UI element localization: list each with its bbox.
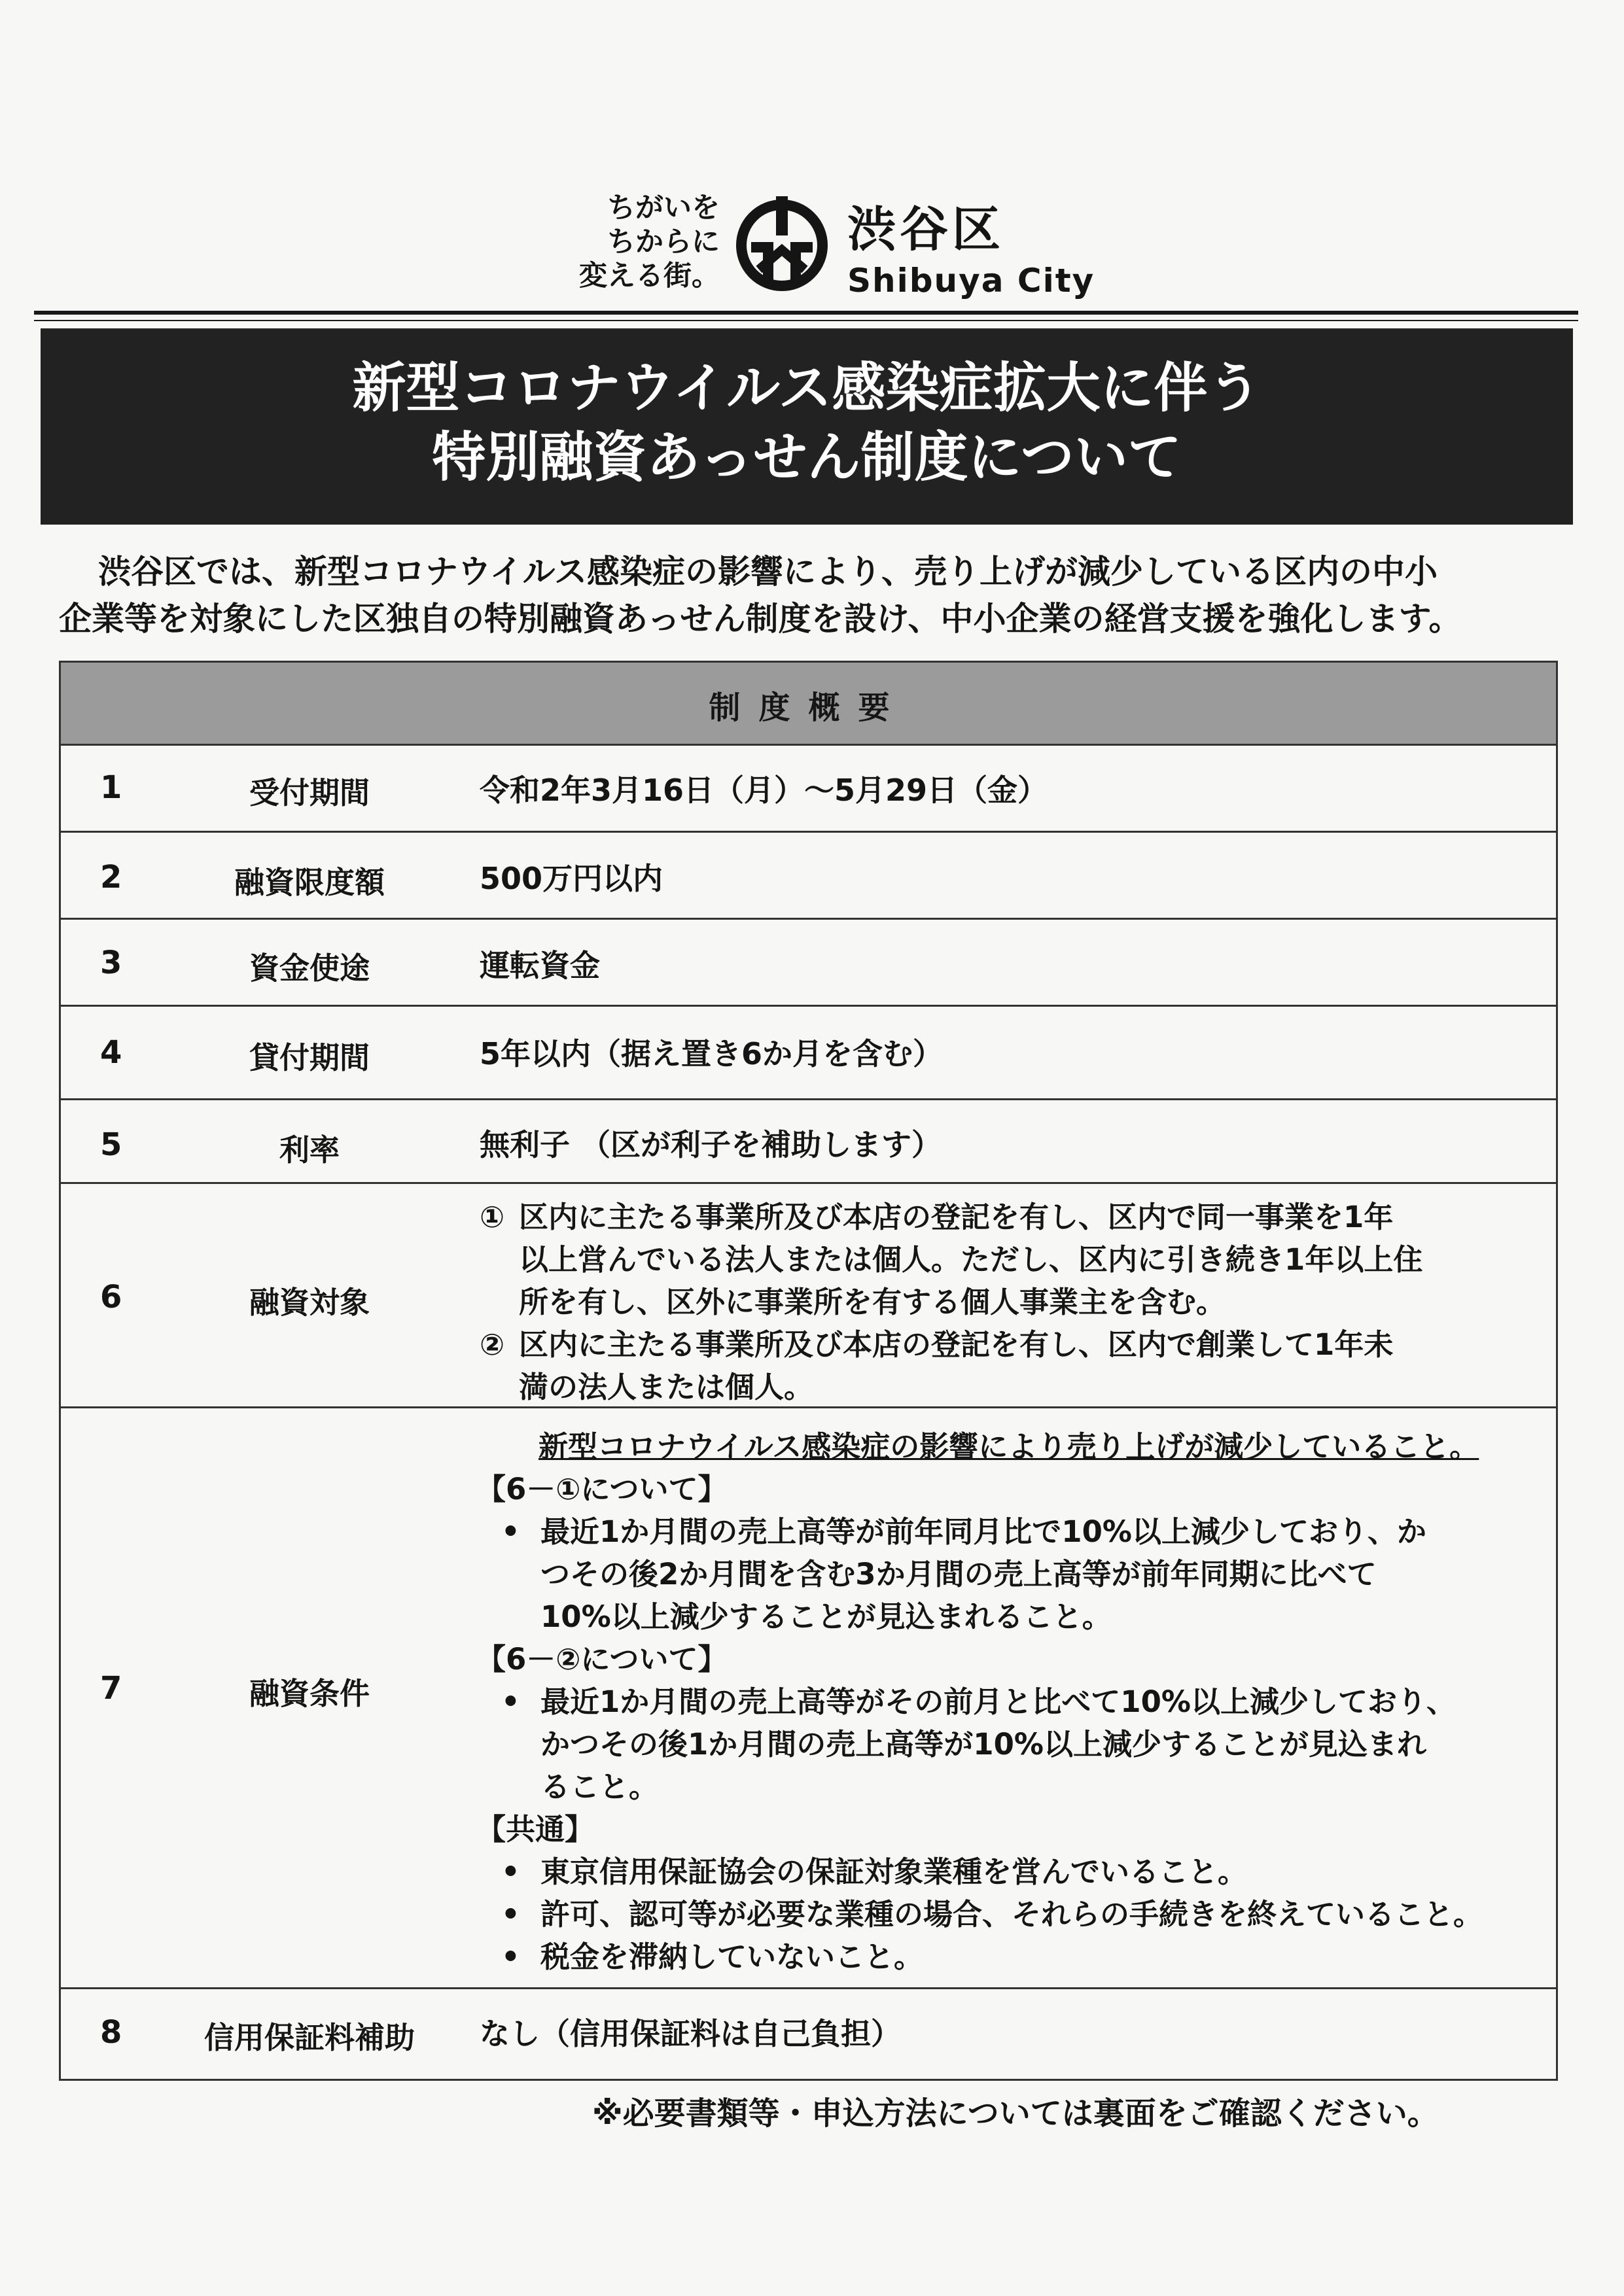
table-row <box>61 920 1556 1007</box>
list-item: ① 区内に主たる事業所及び本店の登記を有し、区内で同一事業を1年 以上営んでいる法人または個人。ただし、区内に引き続き1年以上住 所を有し、区外に事業所を有する個人事業主を含む。 <box>480 1200 1423 1319</box>
row-label: 貸付期間 <box>249 1040 370 1075</box>
table-row <box>61 1007 1556 1100</box>
table-row <box>61 1408 1556 1989</box>
intro-line: 渋谷区では、新型コロナウイルス感染症の影響により、売り上げが減少している区内の中小 <box>98 553 1438 591</box>
condition-lead: 新型コロナウイルス感染症の影響により売り上げが減少していること。 <box>538 1429 1479 1464</box>
section-heading: 【6－①について】 <box>476 1472 728 1506</box>
row-number: 3 <box>100 945 122 981</box>
row-label: 融資対象 <box>249 1285 370 1320</box>
row-value <box>476 1425 1483 1978</box>
city-slogan: ちがいを ちからに 変える街。 <box>579 192 720 292</box>
row-label: 資金使途 <box>249 950 370 986</box>
row-value: 令和2年3月16日（月）～5月29日（金） <box>480 773 1048 808</box>
section-heading: 【6－②について】 <box>476 1642 728 1677</box>
row-number: 2 <box>100 859 122 896</box>
title-banner <box>41 328 1573 525</box>
row-value: 運転資金 <box>480 948 600 983</box>
row-label: 融資条件 <box>249 1676 370 1711</box>
row-value: なし（信用保証料は自己負担） <box>480 2016 901 2051</box>
table-heading: 制度概要 <box>61 663 1556 746</box>
row-value: 500万円以内 <box>480 861 663 896</box>
row-label: 信用保証料補助 <box>204 2020 415 2055</box>
footer-note: ※必要書類等・申込方法については裏面をご確認ください。 <box>592 2095 1439 2132</box>
header-divider <box>34 311 1578 315</box>
row-value <box>480 1196 1422 1408</box>
page-title-line1: 新型コロナウイルス感染症拡大に伴う <box>352 357 1262 419</box>
table-row <box>61 833 1556 920</box>
list-item: ② 区内に主たる事業所及び本店の登記を有し、区内で創業して1年未 満の法人または個人。 <box>480 1327 1394 1404</box>
list-item: • 許可、認可等が必要な業種の場合、それらの手続きを終えていること。 <box>501 1897 1483 1932</box>
header-divider-thin <box>34 320 1578 321</box>
row-number: 8 <box>100 2014 122 2051</box>
row-number: 7 <box>100 1670 122 1707</box>
row-number: 4 <box>100 1034 122 1071</box>
shibuya-emblem-icon <box>733 196 831 294</box>
table-row <box>61 1989 1556 2077</box>
page-title-line2: 特別融資あっせん制度について <box>432 426 1182 489</box>
row-value: 無利子 （区が利子を補助します） <box>480 1127 942 1162</box>
row-number: 5 <box>100 1126 122 1163</box>
city-name-jp: 渋谷区 <box>847 201 1004 258</box>
list-item: • 最近1か月間の売上高等がその前月と比べて10%以上減少しており、 かつその後1か月間の売上高等が10%以上減少することが見込まれ ること。 <box>501 1684 1456 1804</box>
table-row <box>61 746 1556 833</box>
section-heading: 【共通】 <box>476 1812 595 1847</box>
row-label: 利率 <box>279 1132 340 1168</box>
overview-table <box>59 661 1558 2081</box>
list-item: • 東京信用保証協会の保証対象業種を営んでいること。 <box>501 1854 1248 1889</box>
row-number: 1 <box>100 769 122 806</box>
city-name-en: Shibuya City <box>847 262 1095 300</box>
row-label: 融資限度額 <box>234 865 385 900</box>
row-label: 受付期間 <box>249 775 370 810</box>
intro-line: 企業等を対象にした区独自の特別融資あっせん制度を設け、中小企業の経営支援を強化します。 <box>59 600 1462 638</box>
row-value: 5年以内（据え置き6か月を含む） <box>480 1036 944 1071</box>
table-row <box>61 1100 1556 1184</box>
intro-paragraph <box>59 548 1564 642</box>
table-row <box>61 1184 1556 1408</box>
header-logo <box>569 184 1095 309</box>
list-item: • 税金を滞納していないこと。 <box>501 1939 924 1974</box>
list-item: • 最近1か月間の売上高等が前年同月比で10%以上減少しており、か つその後2か月間を含む3か月間の売上高等が前年同期に比べて 10%以上減少することが見込まれること。 <box>501 1514 1427 1634</box>
row-number: 6 <box>100 1279 122 1315</box>
